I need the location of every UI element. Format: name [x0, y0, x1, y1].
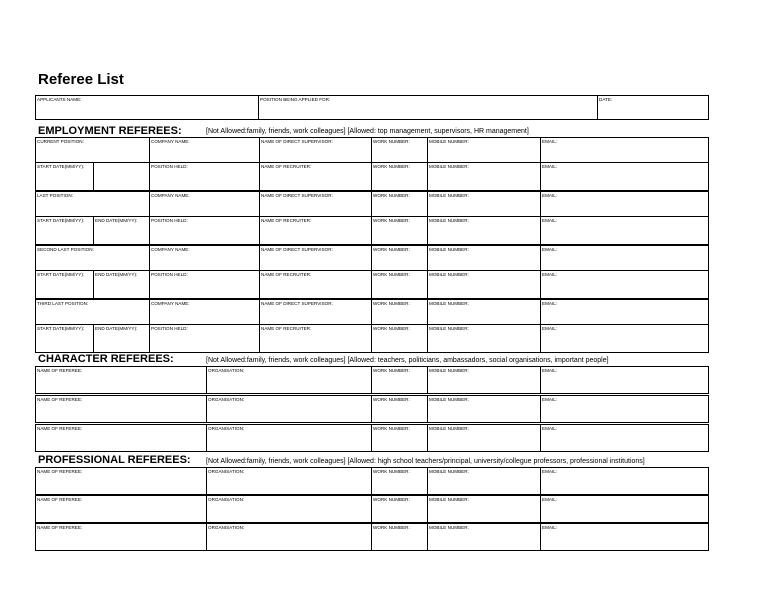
professional-field-cell[interactable]: MOBILE NUMBER: — [427, 496, 540, 522]
employment-field-cell[interactable]: EMAIL: — [540, 138, 708, 162]
employment-row-dates — [36, 163, 708, 190]
professional-field-cell[interactable]: WORK NUMBER: — [371, 524, 427, 550]
employment-field-cell[interactable]: NAME OF DIRECT SUPERVISOR: — [259, 300, 371, 324]
character-field-cell[interactable]: WORK NUMBER: — [371, 425, 427, 451]
employment-field-cell[interactable]: SECOND LAST POSITION: — [37, 247, 94, 252]
employment-field-cell[interactable]: WORK NUMBER: — [371, 271, 427, 298]
employment-field-cell[interactable]: NAME OF DIRECT SUPERVISOR: — [259, 192, 371, 216]
employment-row-position — [36, 138, 708, 163]
employment-field-cell[interactable]: NAME OF DIRECT SUPERVISOR: — [259, 138, 371, 162]
employment-field-cell[interactable]: NAME OF RECRUITER: — [259, 163, 371, 190]
employment-row-position — [36, 300, 708, 325]
employment-field-cell[interactable]: EMAIL: — [540, 246, 708, 270]
employment-field-cell[interactable]: NAME OF RECRUITER: — [259, 271, 371, 298]
date-field[interactable]: DATE: — [597, 96, 708, 119]
employment-field-cell[interactable]: COMPANY NAME: — [149, 138, 259, 162]
character-field-cell[interactable]: NAME OF REFEREE: — [37, 397, 83, 402]
professional-field-cell[interactable]: ORGANISATION: — [206, 468, 371, 494]
professional-row — [36, 524, 708, 550]
employment-field-cell[interactable]: END DATE(MM/YY): — [93, 271, 149, 298]
employment-field-cell[interactable]: POSITION HELD: — [149, 325, 259, 352]
employment-field-cell[interactable] — [93, 163, 149, 190]
employment-field-cell[interactable]: START DATE(MM/YY): — [37, 218, 85, 223]
employment-row-dates — [36, 325, 708, 352]
employment-field-cell[interactable]: MOBILE NUMBER: — [427, 325, 540, 352]
employment-field-cell[interactable]: LAST POSITION: — [37, 193, 73, 198]
professional-field-cell[interactable]: EMAIL: — [540, 468, 708, 494]
professional-referee-row — [35, 495, 709, 523]
professional-row — [36, 468, 708, 494]
employment-field-cell[interactable]: MOBILE NUMBER: — [427, 217, 540, 244]
employment-field-cell[interactable]: START DATE(MM/YY): — [37, 326, 85, 331]
employment-field-cell[interactable]: MOBILE NUMBER: — [427, 300, 540, 324]
character-row — [36, 396, 708, 422]
employment-field-cell[interactable]: WORK NUMBER: — [371, 300, 427, 324]
employment-field-cell[interactable]: POSITION HELD: — [149, 163, 259, 190]
employment-field-cell[interactable]: MOBILE NUMBER: — [427, 271, 540, 298]
position-applied-field[interactable]: POSITION BEING APPLIED FOR: — [258, 96, 597, 119]
employment-field-cell[interactable]: EMAIL: — [540, 192, 708, 216]
employment-field-cell[interactable]: WORK NUMBER: — [371, 246, 427, 270]
character-field-cell[interactable]: NAME OF REFEREE: — [37, 368, 83, 373]
character-field-cell[interactable]: WORK NUMBER: — [371, 367, 427, 393]
employment-field-cell[interactable]: COMPANY NAME: — [149, 192, 259, 216]
employment-field-cell[interactable]: START DATE(MM/YY): — [37, 164, 85, 169]
professional-field-cell[interactable]: MOBILE NUMBER: — [427, 524, 540, 550]
character-row — [36, 367, 708, 393]
employment-field-cell[interactable]: NAME OF RECRUITER: — [259, 217, 371, 244]
employment-field-cell[interactable]: POSITION HELD: — [149, 271, 259, 298]
employment-field-cell[interactable]: WORK NUMBER: — [371, 325, 427, 352]
employment-row-dates — [36, 217, 708, 244]
character-heading: CHARACTER REFEREES: — [38, 353, 174, 365]
employment-field-cell[interactable]: WORK NUMBER: — [371, 217, 427, 244]
employment-field-cell[interactable]: WORK NUMBER: — [371, 192, 427, 216]
employment-row-position — [36, 192, 708, 217]
professional-field-cell[interactable]: ORGANISATION: — [206, 496, 371, 522]
professional-field-cell[interactable]: ORGANISATION: — [206, 524, 371, 550]
professional-referee-row — [35, 523, 709, 551]
professional-field-cell[interactable]: WORK NUMBER: — [371, 468, 427, 494]
character-field-cell[interactable]: NAME OF REFEREE: — [37, 426, 83, 431]
character-field-cell[interactable]: EMAIL: — [540, 396, 708, 422]
employment-field-cell[interactable]: POSITION HELD: — [149, 217, 259, 244]
page-title: Referee List — [38, 71, 124, 88]
employment-referee-block — [35, 191, 709, 245]
professional-referee-row — [35, 467, 709, 495]
employment-field-cell[interactable]: EMAIL: — [540, 163, 708, 190]
professional-heading: PROFESSIONAL REFEREES: — [38, 454, 191, 466]
character-referee-row — [35, 366, 709, 394]
character-field-cell[interactable]: ORGANISATION: — [206, 425, 371, 451]
character-referee-row — [35, 424, 709, 452]
employment-referee-block — [35, 245, 709, 299]
professional-field-cell[interactable]: NAME OF REFEREE: — [37, 497, 83, 502]
employment-field-cell[interactable]: NAME OF DIRECT SUPERVISOR: — [259, 246, 371, 270]
character-field-cell[interactable]: WORK NUMBER: — [371, 396, 427, 422]
employment-note: [Not Allowed:family, friends, work colleagues] [Allowed: top management, supervisors, HR management] — [206, 128, 529, 135]
employment-field-cell[interactable]: EMAIL: — [540, 271, 708, 298]
employment-field-cell[interactable]: END DATE(MM/YY): — [93, 217, 149, 244]
employment-field-cell[interactable]: COMPANY NAME: — [149, 300, 259, 324]
professional-row — [36, 496, 708, 522]
professional-field-cell[interactable]: EMAIL: — [540, 524, 708, 550]
character-field-cell[interactable]: EMAIL: — [540, 425, 708, 451]
professional-note: [Not Allowed:family, friends, work colleagues] [Allowed: high school teachers/principal, university/collegue professors, professional institutions] — [206, 458, 645, 465]
professional-field-cell[interactable]: NAME OF REFEREE: — [37, 525, 83, 530]
professional-field-cell[interactable]: WORK NUMBER: — [371, 496, 427, 522]
employment-field-cell[interactable]: NAME OF RECRUITER: — [259, 325, 371, 352]
employment-field-cell[interactable]: EMAIL: — [540, 217, 708, 244]
professional-field-cell[interactable]: EMAIL: — [540, 496, 708, 522]
professional-field-cell[interactable]: MOBILE NUMBER: — [427, 468, 540, 494]
professional-field-cell[interactable]: NAME OF REFEREE: — [37, 469, 83, 474]
employment-field-cell[interactable]: EMAIL: — [540, 300, 708, 324]
employment-row-position — [36, 246, 708, 271]
employment-field-cell[interactable]: COMPANY NAME: — [149, 246, 259, 270]
employment-field-cell[interactable]: MOBILE NUMBER: — [427, 138, 540, 162]
applicant-header-row — [35, 95, 709, 120]
character-field-cell[interactable]: ORGANISATION: — [206, 367, 371, 393]
employment-referee-block — [35, 299, 709, 353]
character-field-cell[interactable]: EMAIL: — [540, 367, 708, 393]
employment-field-cell[interactable]: WORK NUMBER: — [371, 163, 427, 190]
character-referee-row — [35, 395, 709, 423]
employment-field-cell[interactable]: EMAIL: — [540, 325, 708, 352]
employment-field-cell[interactable]: CURRENT POSITION: — [37, 139, 84, 144]
character-field-cell[interactable]: ORGANISATION: — [206, 396, 371, 422]
character-field-cell[interactable]: MOBILE NUMBER: — [427, 425, 540, 451]
employment-field-cell[interactable]: START DATE(MM/YY): — [37, 272, 85, 277]
employment-field-cell[interactable]: END DATE(MM/YY): — [93, 325, 149, 352]
employment-field-cell[interactable]: MOBILE NUMBER: — [427, 246, 540, 270]
character-note: [Not Allowed:family, friends, work colleagues] [Allowed: teachers, politicians, ambassadors, social organisations, important people] — [206, 357, 609, 364]
character-row — [36, 425, 708, 451]
employment-field-cell[interactable]: THIRD LAST POSITION: — [37, 301, 89, 306]
character-field-cell[interactable]: MOBILE NUMBER: — [427, 396, 540, 422]
employment-referee-block — [35, 137, 709, 191]
character-field-cell[interactable]: MOBILE NUMBER: — [427, 367, 540, 393]
employment-field-cell[interactable]: MOBILE NUMBER: — [427, 163, 540, 190]
employment-row-dates — [36, 271, 708, 298]
employment-heading: EMPLOYMENT REFEREES: — [38, 125, 182, 137]
applicant-name-field[interactable]: APPLICANTS NAME: — [37, 97, 82, 102]
employment-field-cell[interactable]: MOBILE NUMBER: — [427, 192, 540, 216]
employment-field-cell[interactable]: WORK NUMBER: — [371, 138, 427, 162]
